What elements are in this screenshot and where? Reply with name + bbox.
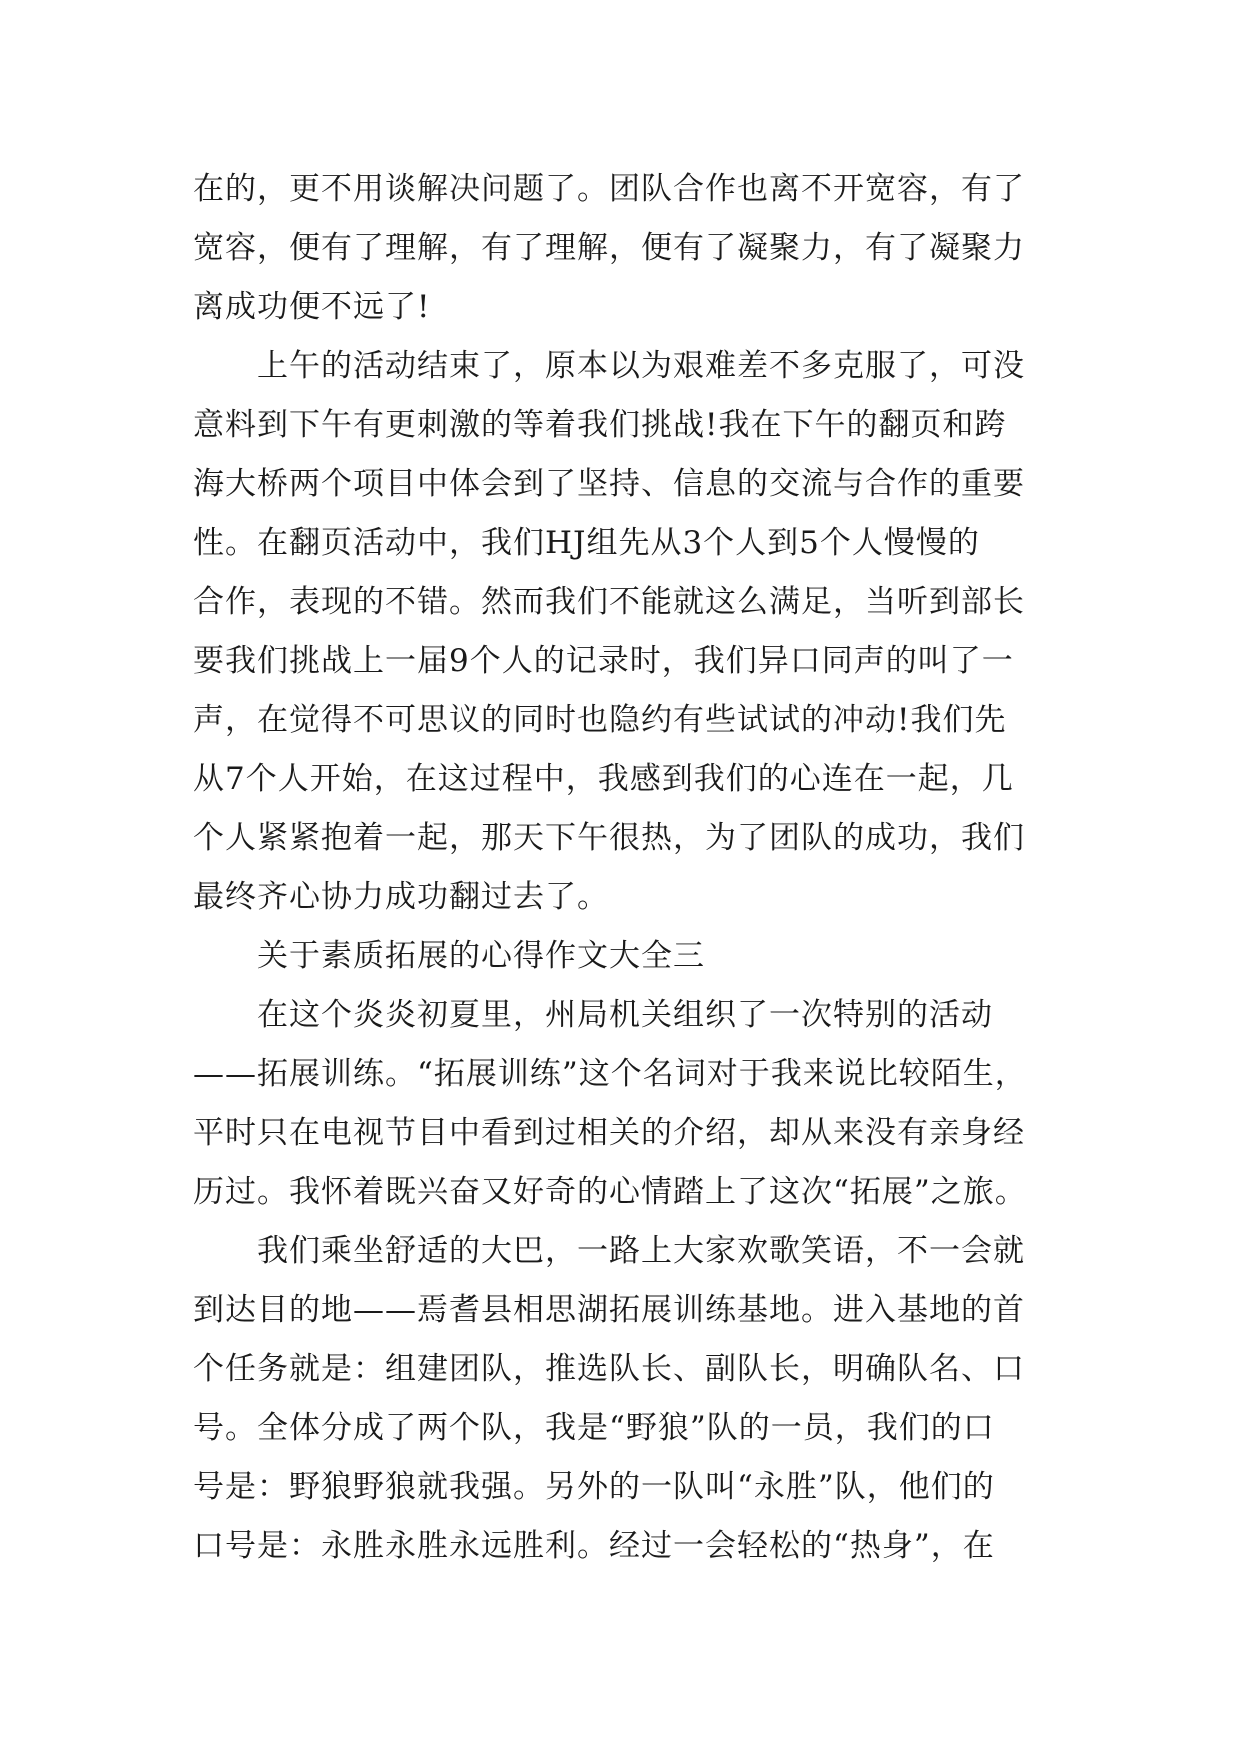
document-body bbox=[193, 160, 1053, 1576]
text-line: 宽容，便有了理解，有了理解，便有了凝聚力，有了凝聚力 bbox=[193, 230, 1025, 266]
text-line: 平时只在电视节目中看到过相关的介绍，却从来没有亲身经 bbox=[193, 1115, 1025, 1151]
text-line: 号是：野狼野狼就我强。另外的一队叫“永胜”队，他们的 bbox=[193, 1469, 995, 1505]
text-line: 号。全体分成了两个队，我是“野狼”队的一员，我们的口 bbox=[193, 1410, 995, 1446]
paragraph-start-line: 上午的活动结束了，原本以为艰难差不多克服了，可没 bbox=[257, 348, 1025, 384]
text-line: 个人紧紧抱着一起，那天下午很热，为了团队的成功，我们 bbox=[193, 820, 1025, 856]
text-line: 海大桥两个项目中体会到了坚持、信息的交流与合作的重要 bbox=[193, 466, 1025, 502]
text-line: 声，在觉得不可思议的同时也隐约有些试试的冲动!我们先 bbox=[193, 702, 1007, 738]
text-line: 在的，更不用谈解决问题了。团队合作也离不开宽容，有了 bbox=[193, 171, 1025, 207]
section-heading: 关于素质拓展的心得作文大全三 bbox=[257, 938, 705, 974]
text-line: 性。在翻页活动中，我们HJ组先从3个人到5个人慢慢的 bbox=[193, 525, 980, 561]
text-line: 到达目的地——焉耆县相思湖拓展训练基地。进入基地的首 bbox=[193, 1292, 1025, 1328]
text-line: ——拓展训练。“拓展训练”这个名词对于我来说比较陌生， bbox=[193, 1056, 1027, 1092]
text-line: 要我们挑战上一届9个人的记录时，我们异口同声的叫了一 bbox=[193, 643, 1014, 679]
paragraph-start-line: 我们乘坐舒适的大巴，一路上大家欢歌笑语，不一会就 bbox=[257, 1233, 1025, 1269]
text-line: 意料到下午有更刺激的等着我们挑战!我在下午的翻页和跨 bbox=[193, 407, 1007, 443]
text-line: 个任务就是：组建团队，推选队长、副队长，明确队名、口 bbox=[193, 1351, 1025, 1387]
text-line: 合作，表现的不错。然而我们不能就这么满足，当听到部长 bbox=[193, 584, 1025, 620]
text-line: 从7个人开始，在这过程中，我感到我们的心连在一起，几 bbox=[193, 761, 1014, 797]
text-line: 口号是：永胜永胜永远胜利。经过一会轻松的“热身”，在 bbox=[193, 1528, 995, 1564]
text-line: 历过。我怀着既兴奋又好奇的心情踏上了这次“拓展”之旅。 bbox=[193, 1174, 1027, 1210]
paragraph-start-line: 在这个炎炎初夏里，州局机关组织了一次特别的活动 bbox=[257, 997, 993, 1033]
text-line: 离成功便不远了! bbox=[193, 289, 431, 325]
text-line: 最终齐心协力成功翻过去了。 bbox=[193, 879, 609, 915]
